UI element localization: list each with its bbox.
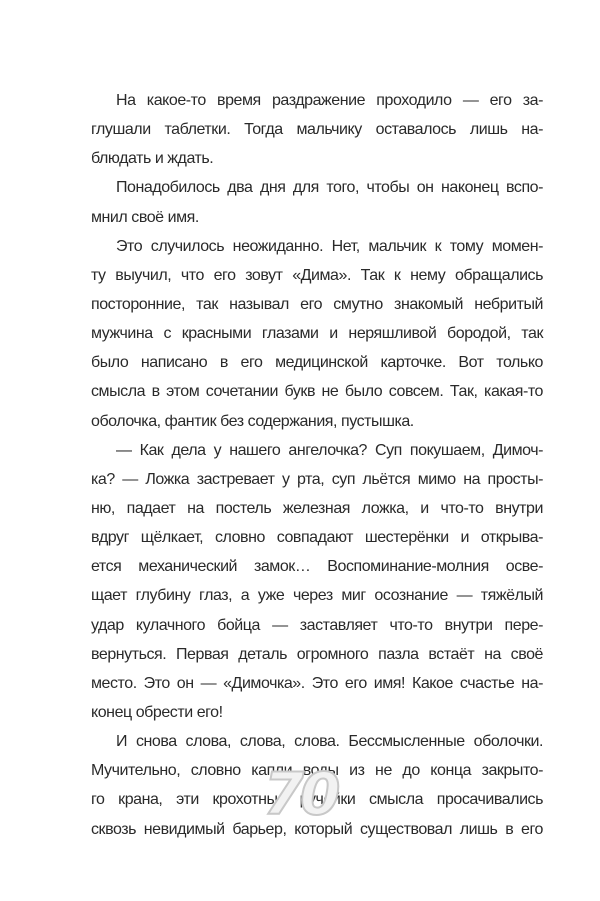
text-line: го крана, эти крохотные ручейки смысла просачивались [91, 791, 543, 809]
text-line: На какое-то время раздражение проходило — его за- [116, 92, 543, 109]
text-line: щает глубину глаз, а уже через миг осознание — тяжёлый [91, 587, 543, 605]
text-line: мнил своё имя. [91, 208, 199, 226]
text-line: удар кулачного бойца — заставляет что-то внутри пере- [91, 616, 543, 634]
text-line: было написано в его медицинской карточке. Вот только [91, 354, 543, 372]
text-line: блюдать и ждать. [91, 150, 214, 168]
text-line: Мучительно, словно капли воды из не до конца закрыто- [91, 762, 543, 780]
text-line: ню, падает на постель железная ложка, и что-то внутри [91, 499, 543, 517]
text-line: смысла в этом сочетании букв не было совсем. Так, какая-то [91, 383, 543, 401]
text-line: вдруг щёлкает, словно совпадают шестерёнки и открыва- [91, 529, 543, 547]
text-line: оболочка, фантик без содержания, пустышка. [91, 412, 414, 430]
text-line: И снова слова, слова, слова. Бессмысленные оболочки. [116, 733, 543, 751]
text-line: вернуться. Первая деталь огромного пазла встаёт на своё [91, 645, 543, 663]
page-number: 70 [263, 760, 337, 828]
text-line: место. Это он — «Димочка». Это его имя! Какое счастье на- [91, 674, 543, 692]
text-line: Понадобилось два дня для того, чтобы он наконец вспо- [116, 179, 543, 197]
text-line: сквозь невидимый барьер, который существовал лишь в его [91, 820, 543, 838]
text-line: посторонние, так называл его смутно знакомый небритый [91, 295, 543, 313]
text-line: ту выучил, что его зовут «Дима». Так к нему обращались [91, 266, 543, 284]
text-line: конец обрести его! [91, 703, 223, 721]
text-line: Это случилось неожиданно. Нет, мальчик к тому момен- [116, 237, 543, 255]
page-body-text [91, 86, 543, 844]
text-line: мужчина с красными глазами и неряшливой бородой, так [91, 325, 543, 343]
text-line: ка? — Ложка застревает у рта, суп льётся мимо на просты- [91, 470, 543, 488]
text-line: ется механический замок… Воспоминание-молния осве- [91, 558, 543, 576]
text-line: глушали таблетки. Тогда мальчику оставалось лишь на- [91, 121, 543, 139]
text-line: — Как дела у нашего ангелочка? Суп покушаем, Димоч- [116, 441, 543, 459]
